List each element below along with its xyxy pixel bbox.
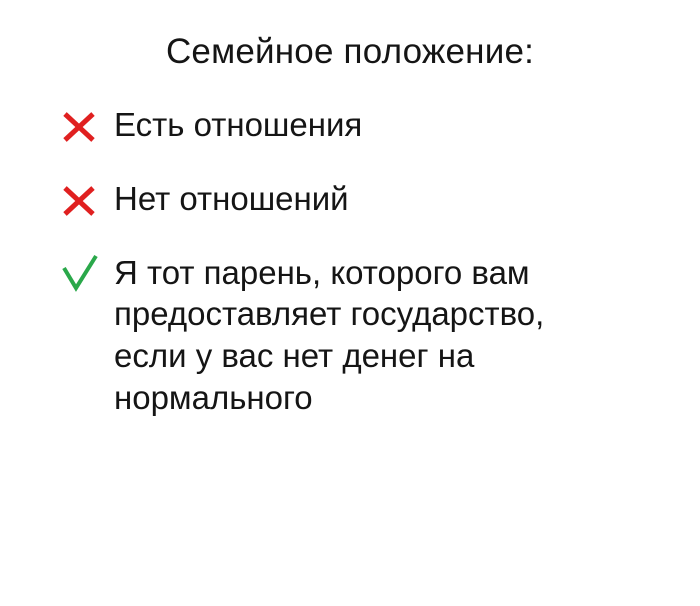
options-list: [40, 104, 660, 419]
list-item-label: Нет отношений: [114, 179, 349, 217]
list-item-label: Я тот парень, которого вам предоставляет государство, если у вас нет денег на нормального: [114, 253, 545, 417]
list-item: [58, 104, 660, 146]
check-icon: [58, 252, 104, 292]
list-item: [58, 178, 660, 220]
list-item: [58, 252, 660, 420]
list-item-label: Есть отношения: [114, 105, 363, 143]
cross-icon: [58, 178, 104, 218]
page-title: Семейное положение:: [165, 32, 535, 71]
cross-icon: [58, 104, 104, 144]
